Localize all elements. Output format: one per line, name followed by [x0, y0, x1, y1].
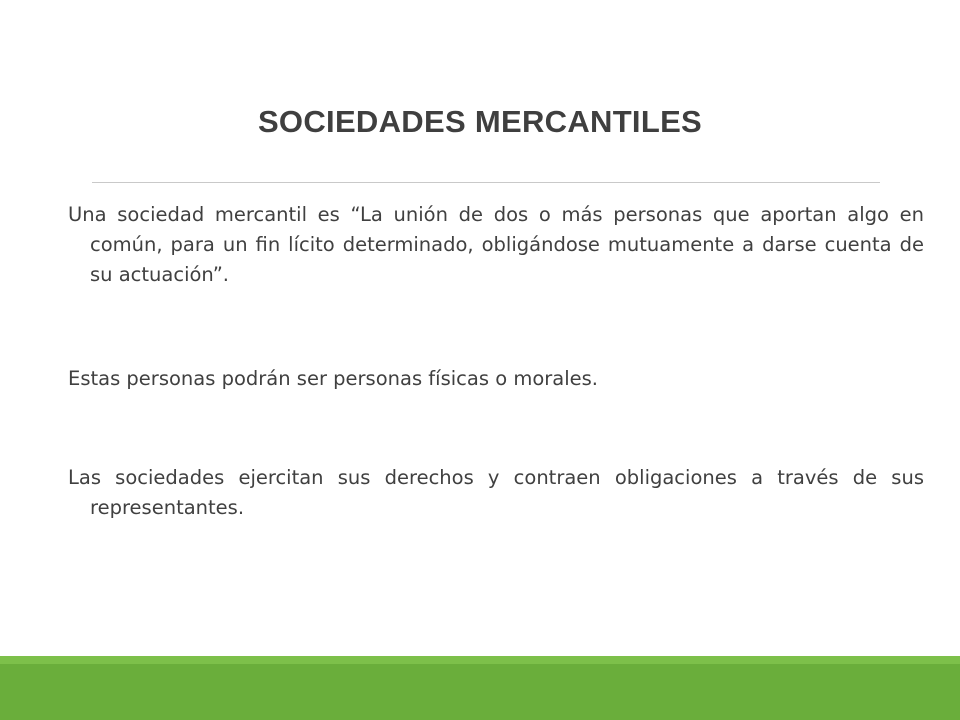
title-divider — [92, 182, 880, 183]
paragraph-persons: Estas personas podrán ser personas físicas o morales. — [68, 367, 598, 390]
footer-accent-bar — [0, 664, 960, 720]
paragraph-obligations: Las sociedades ejercitan sus derechos y contraen obligaciones a través de sus representantes. — [68, 466, 924, 519]
paragraph-definition: Una sociedad mercantil es “La unión de dos o más personas que aportan algo en común, para un fin lícito determinado, obligándose mutuamente a darse cuenta de su actuación”. — [68, 203, 924, 286]
slide-title: SOCIEDADES MERCANTILES — [257, 104, 703, 139]
footer-accent-strip — [0, 656, 960, 664]
